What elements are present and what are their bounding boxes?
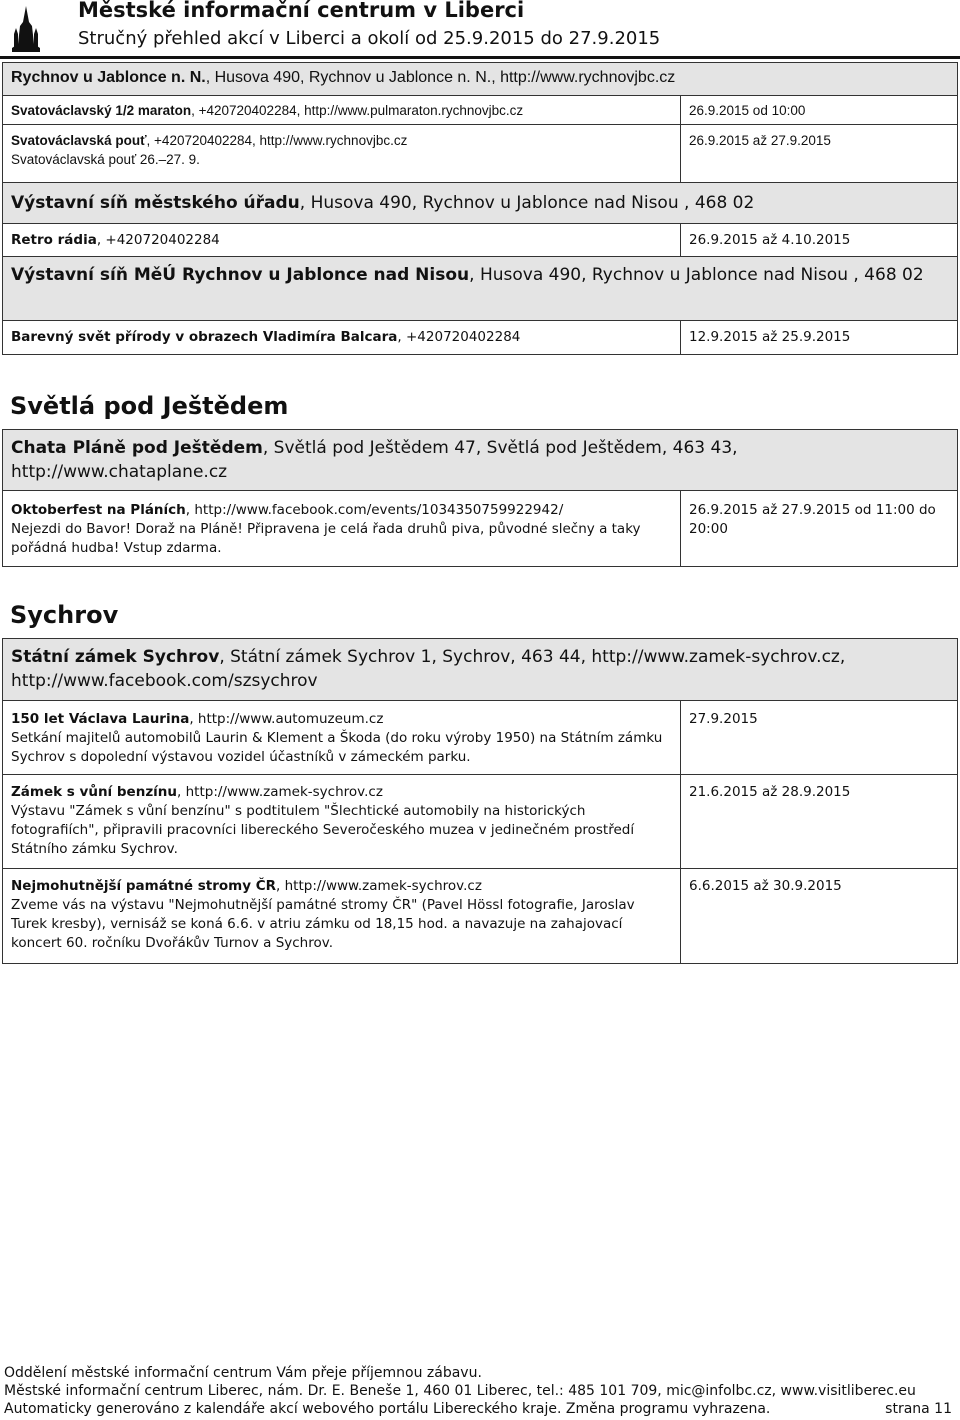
event-name: Svatováclavský 1/2 maraton [11,103,192,118]
city-heading: Sychrov [10,601,119,629]
event-details: , http://www.facebook.com/events/1034350759922942/ [185,502,564,518]
event-row [3,491,681,567]
event-row [3,224,681,257]
event-row [3,96,681,125]
event-date: 21.6.2015 až 28.9.2015 [681,775,958,869]
event-details: , +420720402284, http://www.pulmaraton.rychnovjbc.cz [191,103,524,118]
event-row [3,701,681,775]
event-date: 26.9.2015 od 10:00 [681,96,958,125]
venue-name: Rychnov u Jablonce n. N. [11,69,206,86]
event-name: 150 let Václava Laurina [11,711,190,727]
venue-details: , Husova 490, Rychnov u Jablonce nad Nisou , 468 02 [469,265,924,285]
event-details: , http://www.zamek-sychrov.cz [276,878,482,894]
event-name: Svatováclavská pouť [11,133,147,148]
venue-details: , Státní zámek Sychrov 1, Sychrov, 463 44, http://www.zamek-sychrov.cz, http://www.facebook.com/szsychrov [11,647,846,691]
event-row [3,125,681,183]
page-title: Městské informační centrum v Liberci [78,0,525,22]
event-date: 26.9.2015 až 27.9.2015 [681,125,958,183]
event-description: Výstavu "Zámek s vůní benzínu" s podtitulem "Šlechtické automobily na historických fotografiích", připravili pracovníci libereckého Severočeského muzea v jedinečném prostředí Státního zámku Sychrov. [11,803,635,857]
venue-details: , Husova 490, Rychnov u Jablonce n. N., http://www.rychnovjbc.cz [205,69,676,86]
venue-name: Výstavní síň městského úřadu [11,193,300,213]
event-details: , http://www.zamek-sychrov.cz [177,784,383,800]
event-row [3,775,681,869]
venue-details: , Husova 490, Rychnov u Jablonce nad Nisou , 468 02 [299,193,755,213]
event-details: , +420720402284 [397,329,521,345]
page-number: strana 11 [885,1401,952,1417]
event-name: Retro rádia [11,232,97,248]
event-name: Zámek s vůní benzínu [11,784,178,800]
footer-contact: Městské informační centrum Liberec, nám. Dr. E. Beneše 1, 460 01 Liberec, tel.: 485 101 709, mic@infolbc.cz, www.visitliberec.eu [4,1383,916,1399]
event-date: 6.6.2015 až 30.9.2015 [681,869,958,964]
rychnov-events-table [2,62,958,355]
event-details: , +420720402284 [96,232,220,248]
event-description: Zveme vás na výstavu "Nejmohutnější památné stromy ČR" (Pavel Hössl fotografie, Jaroslav Turek kresby), vernisáž se koná 6.6. v atriu zámku od 18,15 hod. a navazuje na zahajovací koncert 60. ročníku Dvořákův Turnov a Sychrov. [11,897,635,951]
venue-row [3,639,958,701]
event-description: Nejezdi do Bavor! Doraž na Pláně! Připravena je celá řada druhů piva, původné slečny a taky pořádná hudba! Vstup zdarma. [11,521,641,556]
footer-greeting: Oddělení městské informační centrum Vám přeje příjemnou zábavu. [4,1365,482,1381]
event-name: Nejmohutnější památné stromy ČR [11,878,277,894]
venue-row [3,63,958,96]
venue-row [3,183,958,224]
event-date: 26.9.2015 až 4.10.2015 [681,224,958,257]
venue-name: Chata Pláně pod Ještědem [11,438,263,458]
event-row [3,869,681,964]
venue-row [3,430,958,491]
venue-row [3,257,958,321]
event-date: 26.9.2015 až 27.9.2015 od 11:00 do 20:00 [681,491,958,567]
city-hall-logo [6,4,46,52]
event-date: 27.9.2015 [681,701,958,775]
event-row [3,321,681,355]
event-name: Oktoberfest na Pláních [11,502,186,518]
venue-name: Výstavní síň MěÚ Rychnov u Jablonce nad Nisou [11,265,470,285]
venue-details: , Světlá pod Ještědem 47, Světlá pod Ještědem, 463 43, http://www.chataplane.cz [11,438,738,482]
event-details: , http://www.automuzeum.cz [189,711,384,727]
footer-disclaimer: Automaticky generováno z kalendáře akcí webového portálu Libereckého kraje. Změna programu vyhrazena. [4,1401,771,1417]
page-subtitle: Stručný přehled akcí v Liberci a okolí od 25.9.2015 do 27.9.2015 [78,28,661,49]
event-details: , +420720402284, http://www.rychnovjbc.cz [146,133,408,148]
event-description: Setkání majitelů automobilů Laurin & Klement a Škoda (do roku výroby 1950) na Státním zámku Sychrov s dopolední výstavou vozidel účastníků v zámeckém parku. [11,730,663,765]
event-description: Svatováclavská pouť 26.–27. 9. [11,152,200,167]
city-heading: Světlá pod Ještědem [10,392,289,420]
venue-name: Státní zámek Sychrov [11,647,220,667]
header-divider [0,56,960,59]
svetla-events-table [2,429,958,567]
sychrov-events-table [2,638,958,964]
event-date: 12.9.2015 až 25.9.2015 [681,321,958,355]
event-name: Barevný svět přírody v obrazech Vladimíra Balcara [11,329,398,345]
